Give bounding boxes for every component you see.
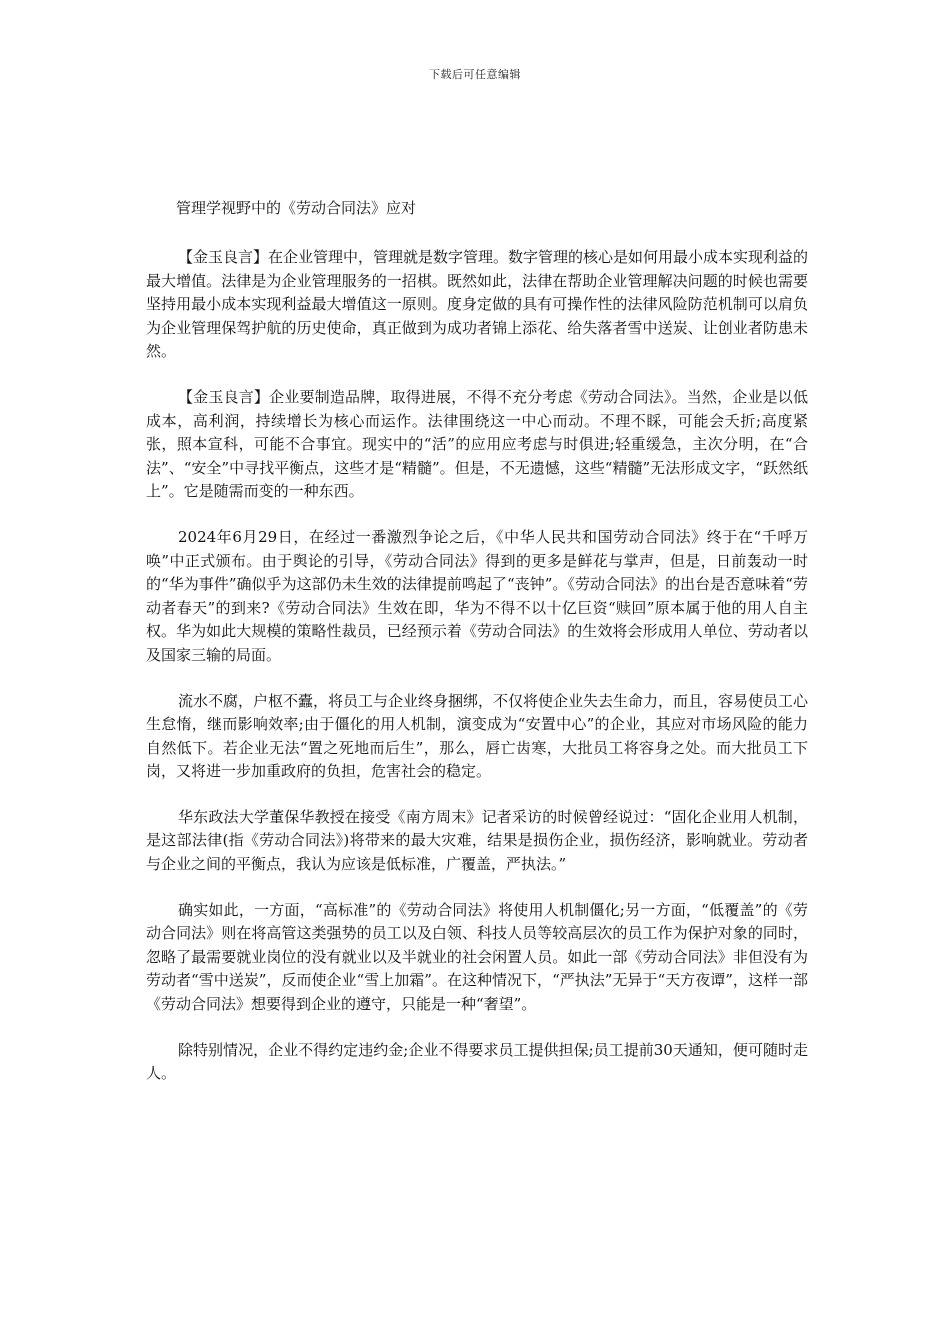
paragraph-1: 【金玉良言】在企业管理中，管理就是数字管理。数字管理的核心是如何用最小成本实现利益的最大增值。法律是为企业管理服务的一招棋。既然如此，法律在帮助企业管理解决问题的时候也需要坚持用最小成本实现利益最大增值这一原则。度身定做的具有可操作性的法律风险防范机制可以肩负为企业管理保驾护航的历史使命，真正做到为成功者锦上添花、给失落者雪中送炭、让创业者防患未然。	[146, 248, 809, 361]
document-title: 管理学视野中的《劳动合同法》应对	[176, 199, 417, 217]
paragraph-2: 【金玉良言】企业要制造品牌，取得进展，不得不充分考虑《劳动合同法》。当然，企业是以低成本，高利润，持续增长为核心而运作。法律围绕这一中心而动。不理不睬，可能会夭折;高度紧张，照本宣科，可能不合事宜。现实中的“活”的应用应考虑与时俱进;轻重缓急，主次分明，在“合法”、“安全”中寻找平衡点，这些才是“精髓”。但是，不无遗憾，这些“精髓”无法形成文字，“跃然纸上”。它是随需而变的一种东西。	[146, 387, 808, 501]
paragraph-6: 确实如此，一方面，“高标准”的《劳动合同法》将使用人机制僵化;另一方面，“低覆盖”的《劳动合同法》则在将高管这类强势的员工以及白领、科技人员等较高层次的员工作为保护对象的同时，忽略了最需要就业岗位的没有就业以及半就业的社会闲置人员。如此一部《劳动合同法》非但没有为劳动者“雪中送炭”，反而使企业“雪上加霜”。在这种情况下，“严执法”无异于“天方夜谭”，这样一部《劳动合同法》想要得到企业的遵守，只能是一种“奢望”。	[146, 900, 808, 1014]
paragraph-7: 除特别情况，企业不得约定违约金;企业不得要求员工提供担保;员工提前30天通知，便可随时走人。	[146, 1040, 808, 1083]
paragraph-4: 流水不腐，户枢不蠹，将员工与企业终身捆绑，不仅将使企业失去生命力，而且，容易使员工心生怠惰，继而影响效率;由于僵化的用人机制，演变成为“安置中心”的企业，其应对市场风险的能力自然低下。若企业无法“置之死地而后生”，那么，唇亡齿寒，大批员工将容身之处。而大批员工下岗，又将进一步加重政府的负担，危害社会的稳定。	[146, 691, 809, 781]
page-header-note: 下载后可任意编辑	[429, 68, 521, 81]
document-body	[146, 196, 808, 1108]
paragraph-3: 2024年6月29日，在经过一番激烈争论之后，《中华人民共和国劳动合同法》终于在“千呼万唤”中正式颁布。由于舆论的引导，《劳动合同法》得到的更多是鲜花与掌声，但是，日前轰动一时的“华为事件”确似乎为这部仍未生效的法律提前鸣起了“丧钟”。《劳动合同法》的出台是否意味着“劳动者春天”的到来?《劳动合同法》生效在即，华为不得不以十亿巨资“赎回”原本属于他的用人自主权。华为如此大规模的策略性裁员，已经预示着《劳动合同法》的生效将会形成用人单位、劳动者以及国家三输的局面。	[146, 527, 808, 664]
paragraph-5: 华东政法大学董保华教授在接受《南方周末》记者采访的时候曾经说过：“固化企业用人机制，是这部法律(指《劳动合同法》)将带来的最大灾难，结果是损伤企业，损伤经济，影响就业。劳动者与企业之间的平衡点，我认为应该是低标准，广覆盖，严执法。”	[146, 807, 808, 874]
